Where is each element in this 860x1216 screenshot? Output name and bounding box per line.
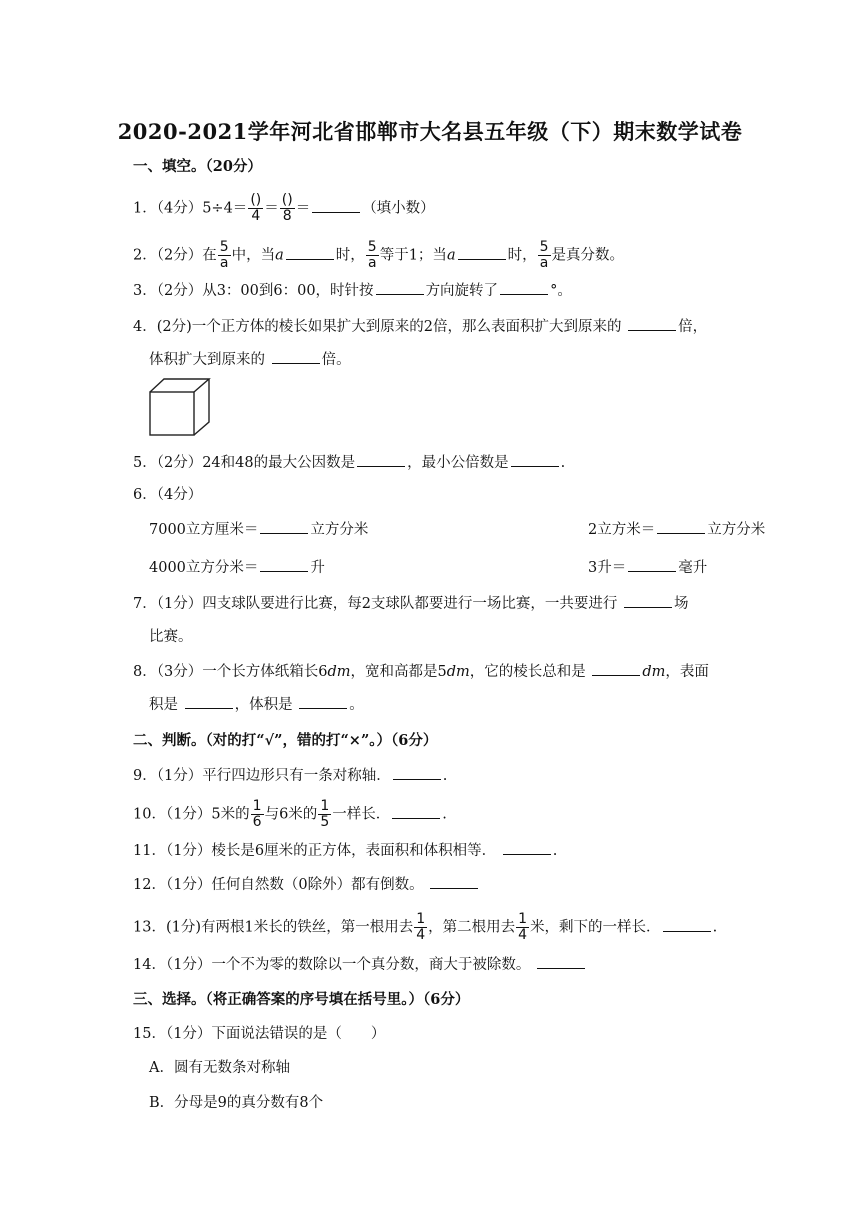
question-4-cont: 体积扩大到原来的 倍。 bbox=[149, 349, 730, 371]
question-8: 8．（3分）一个长方体纸箱长6dm，宽和高都是5dm，它的棱长总和是 dm，表面 bbox=[133, 661, 730, 683]
answer-blank[interactable] bbox=[312, 198, 360, 213]
fraction-1-over-4: $\frac{1}{4}$ bbox=[518, 911, 528, 943]
fraction-blank-over-8: $\frac{()}{8}$ bbox=[281, 192, 293, 224]
question-8-cont: 积是 ，体积是 。 bbox=[149, 694, 730, 716]
fraction-5-over-a: $\frac{5}{a}$ bbox=[219, 239, 229, 271]
question-3: 3．（2分）从3：00到6：00，时针按 方向旋转了 °。 bbox=[133, 280, 730, 302]
answer-blank[interactable] bbox=[628, 316, 676, 331]
question-7: 7．（1分）四支球队要进行比赛，每2支球队都要进行一场比赛，一共要进行 场 bbox=[133, 593, 730, 615]
question-15: 15．（1分）下面说法错误的是（ ） bbox=[133, 1026, 386, 1042]
answer-blank[interactable] bbox=[537, 954, 585, 969]
question-4: 4．(2分)一个正方体的棱长如果扩大到原来的2倍，那么表面积扩大到原来的 倍， bbox=[133, 316, 730, 338]
fraction-5-over-a: $\frac{5}{a}$ bbox=[539, 239, 549, 271]
question-1: 1．（4分）5÷4＝ $\frac{()}{4}$ ＝ $\frac{()}{8}$ ＝ （填小数） bbox=[133, 192, 435, 224]
answer-blank[interactable] bbox=[272, 349, 320, 364]
answer-blank[interactable] bbox=[458, 245, 506, 260]
question-13: 13．(1分)有两根1米长的铁丝，第一根用去 $\frac{1}{4}$ ，第二根用去 $\frac{1}{4}$ 米，剩下的一样长． . bbox=[133, 911, 718, 943]
fraction-1-over-4: $\frac{1}{4}$ bbox=[416, 911, 426, 943]
question-6-row-2: 4000立方分米＝ 升 3升＝ 毫升 bbox=[149, 557, 730, 579]
answer-blank[interactable] bbox=[624, 593, 672, 608]
answer-blank[interactable] bbox=[511, 452, 559, 467]
answer-blank[interactable] bbox=[260, 519, 308, 534]
fraction-1-over-6: $\frac{1}{6}$ bbox=[252, 798, 262, 830]
answer-blank[interactable] bbox=[376, 280, 424, 295]
question-5: 5．（2分）24和48的最大公因数是 ，最小公倍数是 . bbox=[133, 452, 730, 474]
section-fill-in: 一、填空。（20分） bbox=[133, 158, 262, 175]
answer-blank[interactable] bbox=[185, 694, 233, 709]
answer-blank[interactable] bbox=[663, 917, 711, 932]
question-11: 11．（1分）棱长是6厘米的正方体，表面积和体积相等． . bbox=[133, 840, 730, 862]
answer-blank[interactable] bbox=[657, 519, 705, 534]
answer-blank[interactable] bbox=[299, 694, 347, 709]
answer-blank[interactable] bbox=[628, 557, 676, 572]
fraction-blank-over-4: $\frac{()}{4}$ bbox=[250, 192, 262, 224]
answer-blank[interactable] bbox=[503, 840, 551, 855]
question-9: 9．（1分）平行四边形只有一条对称轴． . bbox=[133, 765, 730, 787]
answer-blank[interactable] bbox=[260, 557, 308, 572]
fraction-5-over-a: $\frac{5}{a}$ bbox=[367, 239, 377, 271]
fraction-1-over-5: $\frac{1}{5}$ bbox=[320, 798, 330, 830]
section-multiple-choice: 三、选择。（将正确答案的序号填在括号里。）（6分） bbox=[133, 991, 470, 1008]
answer-blank[interactable] bbox=[393, 765, 441, 780]
section-true-false: 二、判断。（对的打“√”，错的打“×”。）（6分） bbox=[133, 732, 438, 749]
answer-blank[interactable] bbox=[286, 245, 334, 260]
question-6-row-1: 7000立方厘米＝ 立方分米 2立方米＝ 立方分米 bbox=[149, 519, 730, 541]
cube-figure bbox=[149, 378, 211, 436]
answer-blank[interactable] bbox=[357, 452, 405, 467]
exam-title: 2020-2021学年河北省邯郸市大名县五年级（下）期末数学试卷 bbox=[117, 119, 743, 144]
question-6: 6．（4分） bbox=[133, 487, 203, 503]
answer-blank[interactable] bbox=[500, 280, 548, 295]
answer-blank[interactable] bbox=[430, 874, 478, 889]
answer-blank[interactable] bbox=[392, 804, 440, 819]
answer-blank[interactable] bbox=[592, 661, 640, 676]
question-14: 14．（1分）一个不为零的数除以一个真分数，商大于被除数。 bbox=[133, 954, 730, 976]
question-12: 12．（1分）任何自然数（0除外）都有倒数。 bbox=[133, 874, 730, 896]
question-2: 2．（2分）在 $\frac{5}{a}$ 中，当a 时， $\frac{5}{a}$ 等于1；当a 时， $\frac{5}{a}$ 是真分数。 bbox=[133, 239, 625, 271]
option-a[interactable]: A．圆有无数条对称轴 bbox=[149, 1060, 290, 1076]
question-10: 10．（1分）5米的 $\frac{1}{6}$ 与6米的 $\frac{1}{5}$ 一样长． . bbox=[133, 798, 447, 830]
question-7-cont: 比赛。 bbox=[149, 629, 193, 645]
option-b[interactable]: B．分母是9的真分数有8个 bbox=[149, 1095, 324, 1111]
